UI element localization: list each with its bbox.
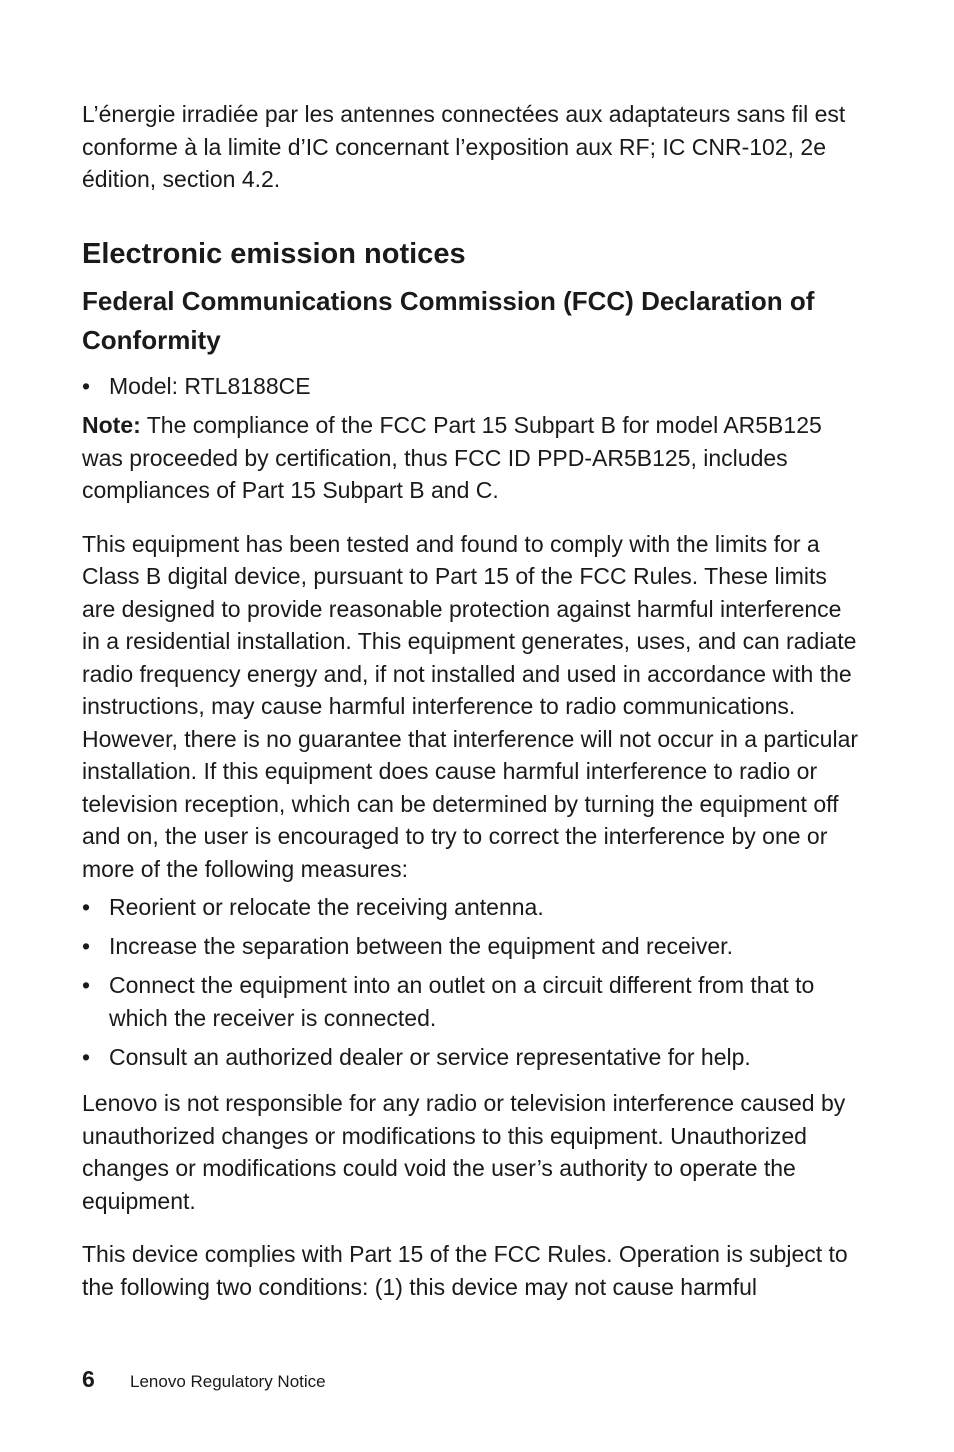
- model-list: [82, 370, 862, 403]
- measure-text: Reorient or relocate the receiving antenna.: [109, 894, 544, 920]
- model-text: Model: RTL8188CE: [109, 372, 311, 399]
- document-page: [82, 98, 862, 1303]
- measure-text: Consult an authorized dealer or service representative for help.: [109, 1043, 751, 1070]
- footer-title: Lenovo Regulatory Notice: [130, 1372, 326, 1391]
- measure-text: Connect the equipment into an outlet on a circuit different from that to which the receiver is connected.: [109, 972, 815, 1031]
- note-text: The compliance of the FCC Part 15 Subpart B for model AR5B125 was proceeded by certification, thus FCC ID PPD-AR5B125, includes compliances of Part 15 Subpart B and C.: [82, 412, 822, 503]
- page-number: 6: [82, 1366, 95, 1392]
- bullet-icon: •: [82, 894, 91, 920]
- bullet-icon: •: [82, 933, 91, 959]
- part15-paragraph: This device complies with Part 15 of the FCC Rules. Operation is subject to the following two conditions: (1) this device may not cause harmful: [82, 1241, 848, 1300]
- note-label: Note:: [82, 412, 141, 438]
- list-item: [82, 930, 862, 963]
- bullet-icon: •: [82, 972, 91, 998]
- lenovo-responsibility-paragraph: Lenovo is not responsible for any radio or television interference caused by unauthorized changes or modifications to this equipment. Unauthorized changes or modifications could void the user’s authority to operate the equipment.: [82, 1090, 846, 1214]
- list-item: [82, 891, 862, 924]
- measure-text: Increase the separation between the equipment and receiver.: [109, 933, 733, 959]
- intro-paragraph: L’énergie irradiée par les antennes connectées aux adaptateurs sans fil est conforme à la limite d’IC concernant l’exposition aux RF; IC CNR-102, 2e édition, section 4.2.: [82, 101, 846, 192]
- note-paragraph: [82, 409, 862, 507]
- compliance-paragraph: This equipment has been tested and found to comply with the limits for a Class B digital device, pursuant to Part 15 of the FCC Rules. These limits are designed to provide reasonable protection against harmful interference in a residential installation. This equipment generates, uses, and can radiate radio frequency energy and, if not installed and used in accordance with the instructions, may cause harmful interference to radio communications. However, there is no guarantee that interference will not occur in a particular installation. If this equipment does cause harmful interference to radio or television reception, which can be determined by turning the equipment off and on, the user is encouraged to try to correct the interference by one or more of the following measures:: [82, 530, 859, 882]
- section-title: Electronic emission notices: [82, 237, 466, 270]
- list-item: [82, 370, 862, 403]
- subsection-title: Federal Communications Commission (FCC) Declaration of Conformity: [82, 285, 815, 355]
- bullet-icon: •: [82, 372, 91, 399]
- measures-list: [82, 891, 862, 1073]
- list-item: [82, 1041, 862, 1074]
- page-footer: [82, 1366, 326, 1393]
- bullet-icon: •: [82, 1043, 91, 1070]
- list-item: [82, 969, 862, 1034]
